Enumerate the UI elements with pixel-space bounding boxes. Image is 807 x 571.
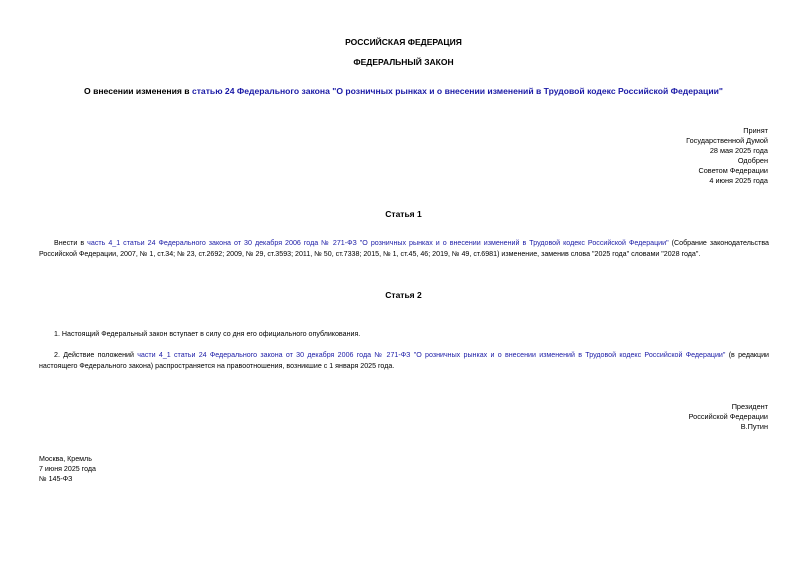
footer-date: 7 июня 2025 года [39,465,96,473]
article-2-p2-prefix: 2. Действие положений [54,351,138,359]
adoption-line: 4 июня 2025 года [709,176,768,185]
adoption-line: 28 мая 2025 года [709,146,768,155]
adoption-line: Государственной Думой [686,136,768,145]
article-2-p2-suffix: (в редакции настоящего Федерального закона) распространяется на правоотношения, возникшие с 1 января 2025 года. [39,351,770,370]
adoption-line: Советом Федерации [698,166,768,175]
article-1-text [39,238,769,260]
footer-place: Москва, Кремль [39,455,92,463]
article-2-paragraph-2 [39,350,769,372]
law-type-heading: ФЕДЕРАЛЬНЫЙ ЗАКОН [353,57,454,67]
adoption-line: Одобрен [737,156,768,165]
adoption-block [686,126,768,186]
law-title-link[interactable]: статью 24 Федерального закона "О розничных рынках и о внесении изменений в Трудовой кодекс Российской Федерации" [191,86,723,96]
law-title-prefix: О внесении изменения в [84,86,192,96]
country-heading: РОССИЙСКАЯ ФЕДЕРАЦИЯ [345,37,462,47]
footer-block [39,454,96,484]
article-2-paragraph-1: 1. Настоящий Федеральный закон вступает в силу со дня его официального опубликования. [54,330,361,338]
signature-line: В.Путин [740,422,768,431]
law-title [0,86,807,96]
article-1-link[interactable]: часть 4_1 статьи 24 Федерального закона от 30 декабря 2006 года № 271-ФЗ "О розничных рынках и о внесении изменений в Трудовой кодекс Российской Федерации" [87,239,669,247]
signature-line: Российской Федерации [688,412,768,421]
article-1-suffix: (Собрание законодательства Российской Федерации, 2007, № 1, ст.34; № 23, ст.2692; 2009, № 29, ст.3593; 2011, № 50, ст.7338; 2015, № 1, ст.45, 46; 2019, № 49, ст.6981) изменение, заменив слова "2025 года" словами "2028 года". [39,239,769,258]
article-2-heading: Статья 2 [385,290,422,300]
signature-block [689,402,768,432]
article-1-prefix: Внести в [54,239,88,247]
signature-line: Президент [731,402,768,411]
footer-number: № 145-ФЗ [39,475,73,483]
article-2-p2-link[interactable]: части 4_1 статьи 24 Федерального закона от 30 декабря 2006 года № 271-ФЗ "О розничных рынках и о внесении изменений в Трудовой кодекс Российской Федерации" [137,351,726,359]
adoption-line: Принят [743,126,768,135]
article-1-heading: Статья 1 [385,209,422,219]
